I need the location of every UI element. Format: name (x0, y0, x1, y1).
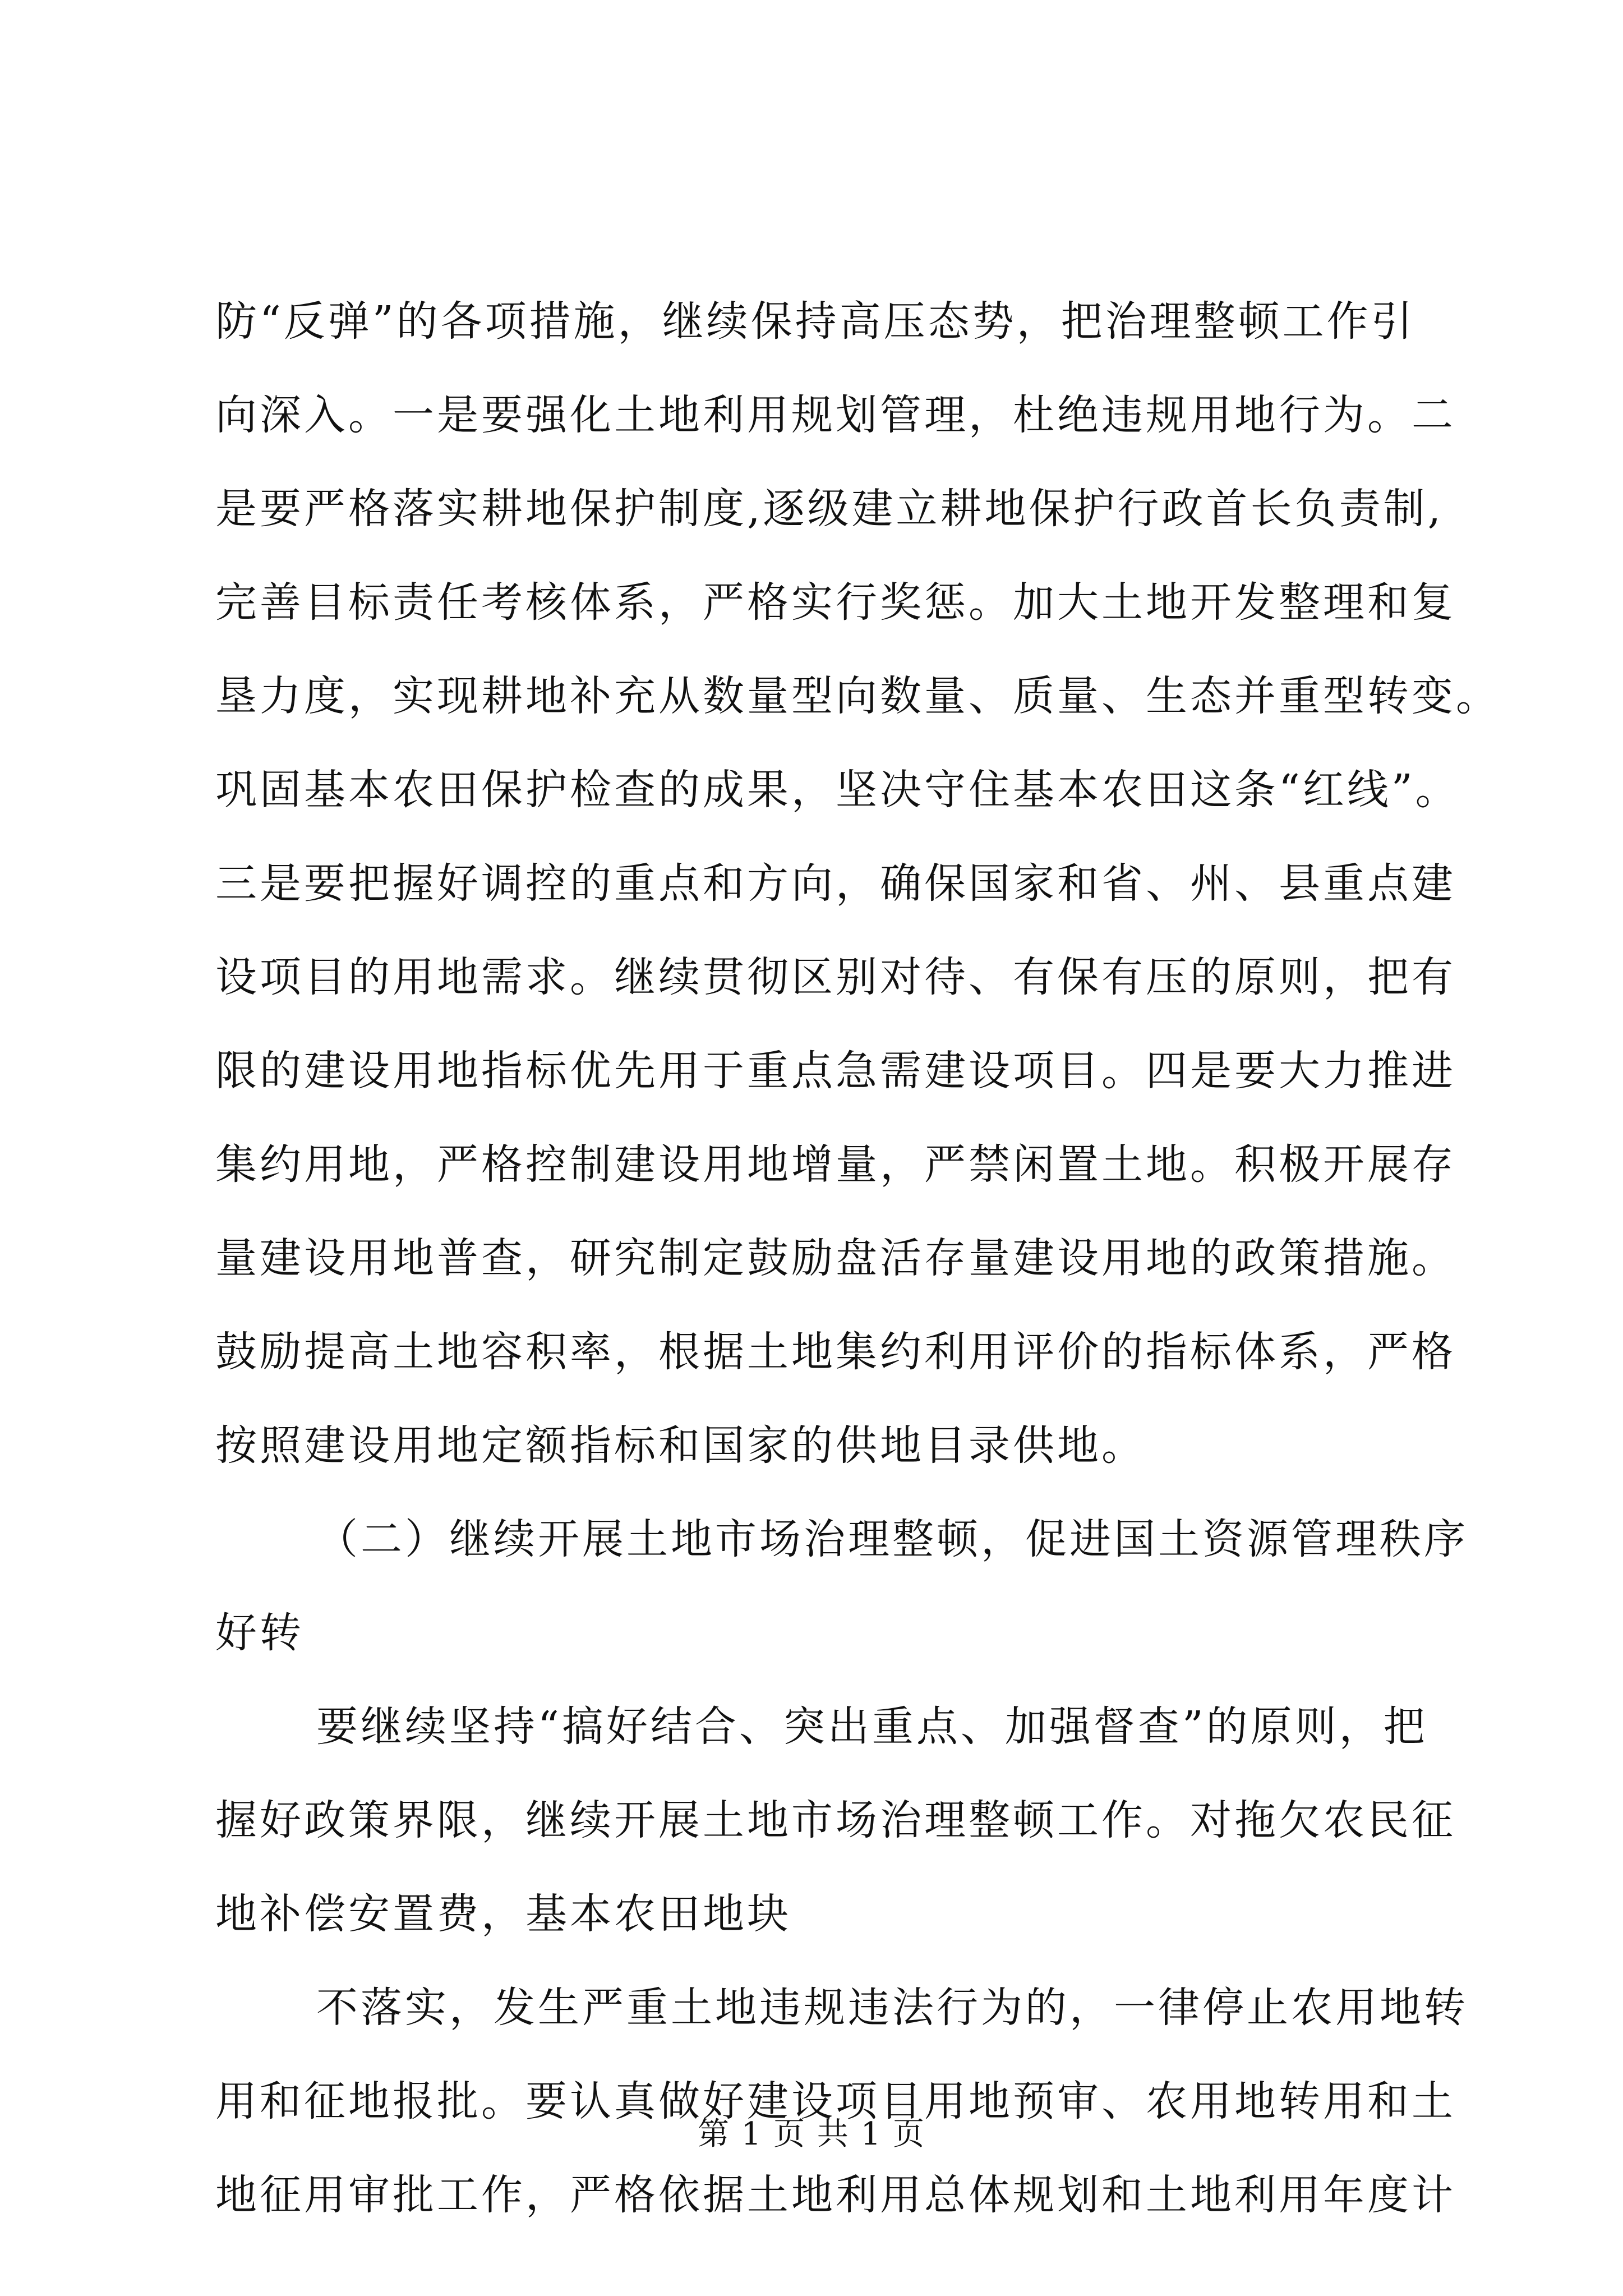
text-line: 向深入。一是要强化土地利用规划管理，杜绝违规用地行为。二 (215, 391, 1456, 439)
text-line: 地补偿安置费，基本农田地块 (215, 1890, 791, 1938)
section-heading-line: （二）继续开展土地市场治理整顿，促进国土资源管理秩序 (316, 1515, 1468, 1563)
text-line: 垦力度，实现耕地补充从数量型向数量、质量、生态并重型转变。 (215, 672, 1500, 720)
document-body (215, 275, 1500, 2242)
text-line: 量建设用地普查，研究制定鼓励盘活存量建设用地的政策措施。 (215, 1234, 1456, 1282)
text-line: 防“反弹”的各项措施，继续保持高压态势，把治理整顿工作引 (215, 297, 1415, 346)
section-heading-line: 好转 (215, 1609, 304, 1657)
text-line: 是要严格落实耕地保护制度,逐级建立耕地保护行政首长负责制, (215, 485, 1444, 533)
text-line: 用和征地报批。要认真做好建设项目用地预审、农用地转用和土 (215, 2077, 1456, 2125)
text-line: 限的建设用地指标优先用于重点急需建设项目。四是要大力推进 (215, 1047, 1456, 1095)
text-line: 不落实，发生严重土地违规违法行为的，一律停止农用地转 (316, 1984, 1468, 2032)
text-line: 三是要把握好调控的重点和方向，确保国家和省、州、县重点建 (215, 859, 1456, 908)
text-line: 集约用地，严格控制建设用地增量，严禁闲置土地。积极开展存 (215, 1140, 1456, 1189)
text-line: 握好政策界限，继续开展土地市场治理整顿工作。对拖欠农民征 (215, 1796, 1456, 1844)
text-line: 设项目的用地需求。继续贯彻区别对待、有保有压的原则，把有 (215, 953, 1456, 1001)
text-line: 要继续坚持“搞好结合、突出重点、加强督查”的原则，把 (316, 1703, 1428, 1751)
text-line: 鼓励提高土地容积率，根据土地集约利用评价的指标体系，严格 (215, 1328, 1456, 1376)
text-line: 完善目标责任考核体系，严格实行奖惩。加大土地开发整理和复 (215, 578, 1456, 627)
text-line: 按照建设用地定额指标和国家的供地目录供地。 (215, 1421, 1146, 1470)
text-line: 巩固基本农田保护检查的成果，坚决守住基本农田这条“红线”。 (215, 766, 1460, 814)
text-line: 地征用审批工作，严格依据土地利用总体规划和土地利用年度计 (215, 2171, 1456, 2219)
page-number-footer: 第 1 页 共 1 页 (697, 2116, 926, 2152)
